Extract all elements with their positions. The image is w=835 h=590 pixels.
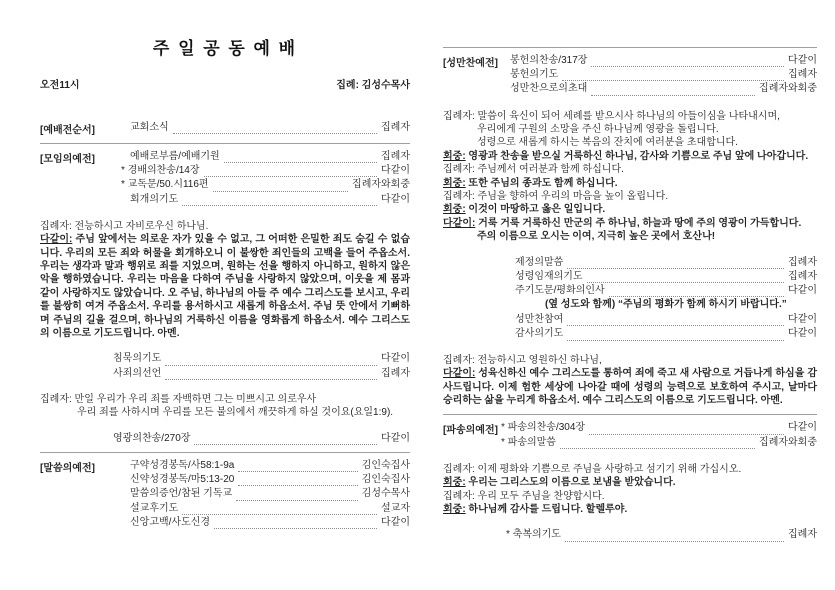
responsive-reading-block xyxy=(443,463,817,517)
program-row xyxy=(515,284,817,297)
speaker-label: 집례자: xyxy=(443,110,475,122)
dialog-line: 집례자: 만일 우리가 우리 죄를 자백하면 그는 미쁘시고 의로우사 우리 죄를 사하시며 우리를 모든 불의에서 깨끗하게 하실 것이요(요일1:9). xyxy=(40,393,394,419)
program-row xyxy=(121,164,410,177)
program-role-label: 김인숙집사 xyxy=(361,474,410,486)
program-role-label: 집례자 xyxy=(788,256,817,268)
responsive-reading-block xyxy=(40,220,410,341)
program-role-label: 집례자 xyxy=(381,367,410,379)
dotted-leader-line xyxy=(236,490,358,501)
program-role-label: 김인숙집사 xyxy=(361,459,410,471)
program-item-label: * 교독문/50.시116편 xyxy=(121,179,209,191)
program-row xyxy=(130,193,410,206)
program-item-label: 회개의기도 xyxy=(130,193,179,205)
program-role-label: 다같이 xyxy=(381,516,410,528)
bulletin-left-column xyxy=(0,0,417,590)
program-row xyxy=(515,256,817,269)
program-item-label: 교회소식 xyxy=(130,122,169,133)
dialog-line: 다같이: 주님 앞에서는 의로운 자가 있을 수 없고, 그 어떠한 은밀한 죄도 숨길 수 없습니다. 우리의 모든 죄와 허물을 회개하오니 이 불쌍한 죄인들의 고백을 들어 주옵소서. 우리는 생각과 말과 행위로 죄를 지었으며, 원하는 선을 행하지 아니하고, 원하지 않은 악을 행하였습니다. 우리는 마음을 다하여 주님을 사랑하지 않았으며, 이웃을 제 몸과 같이 사랑하지도 않았습니다. 오 주님, 하나님의 아들 주 예수 그리스도를 보시고, 우리를 불쌍히 여겨 주옵소서. 우리를 용서하시고 새롭게 하옵소서. 주님 뜻 안에서 기뻐하며 주님의 길을 걸으며, 하나님의 거룩하신 이름을 영화롭게 하옵소서. 예수 그리스도의 이름으로 기도드립니다. 아멘. xyxy=(40,234,410,340)
program-item-label: * 파송의말씀 xyxy=(501,436,556,448)
section-rows xyxy=(130,459,410,530)
program-rows-block xyxy=(443,256,817,341)
program-row xyxy=(121,178,410,191)
speaker-label: 집례자: xyxy=(443,490,475,502)
program-row xyxy=(130,121,410,134)
responsive-reading-block xyxy=(443,354,817,408)
dialog-line: 집례자: 주님을 향하여 우리의 마음을 높이 올립니다. xyxy=(443,191,669,203)
program-item-label: 영광의찬송/270장 xyxy=(113,432,191,444)
speaker-label: 집례자: xyxy=(443,354,475,366)
congregation-note: (옆 성도와 함께) “주님의 평화가 함께 하시기 바랍니다.” xyxy=(545,299,787,311)
dotted-leader-line xyxy=(165,369,377,380)
program-row xyxy=(510,54,817,67)
liturgy-section xyxy=(443,54,817,97)
program-row xyxy=(515,313,817,326)
dotted-leader-line xyxy=(182,195,377,206)
responsive-reading-block xyxy=(40,393,410,420)
program-role-label: 다같이 xyxy=(381,353,410,365)
program-row xyxy=(506,528,817,541)
program-role-label: 다같이 xyxy=(381,193,410,205)
speaker-label: 회중: xyxy=(443,477,466,489)
liturgy-section xyxy=(40,121,410,136)
section-rows xyxy=(510,54,817,97)
speaker-label: 집례자: xyxy=(443,164,475,176)
section-label: [말씀의예전] xyxy=(40,462,95,474)
program-row xyxy=(510,82,817,95)
program-row xyxy=(130,487,410,500)
program-role-label: 다같이 xyxy=(381,432,410,444)
dotted-leader-line xyxy=(238,475,357,486)
dotted-leader-line xyxy=(567,258,784,269)
dotted-leader-line xyxy=(238,461,357,472)
right-liturgy-blocks xyxy=(443,47,817,542)
program-item-label: 제정의말씀 xyxy=(515,256,564,268)
program-row xyxy=(130,502,410,515)
program-row xyxy=(501,421,817,434)
speaker-label: 집례자: xyxy=(443,191,475,203)
program-item-label: 예배로부름/예배기원 xyxy=(130,151,220,162)
section-divider-line xyxy=(40,143,410,144)
program-item-label: * 축복의기도 xyxy=(506,529,561,541)
program-role-label: 다같이 xyxy=(788,285,817,297)
program-role-label: 집례자 xyxy=(788,69,817,81)
program-row xyxy=(510,68,817,81)
section-rows xyxy=(130,121,410,136)
speaker-label: 회중: xyxy=(443,150,466,162)
program-item-label: 신앙고백/사도신경 xyxy=(130,516,211,528)
section-divider-line xyxy=(443,414,817,415)
program-role-label: 다같이 xyxy=(788,55,817,66)
program-item-label: 봉헌의찬송/317장 xyxy=(510,55,588,66)
section-rows xyxy=(121,150,410,207)
liturgy-section xyxy=(40,459,410,530)
program-role-label: 집례자 xyxy=(381,151,410,162)
program-row xyxy=(501,436,817,449)
dialog-line: 집례자: 전능하시고 영원하신 하나님, xyxy=(443,354,602,366)
dotted-leader-line xyxy=(173,123,377,134)
program-item-label: 주기도문/평화의인사 xyxy=(515,285,605,297)
dialog-line: 다같이: 거룩 거룩 거룩하신 만군의 주 하나님, 하늘과 땅에 주의 영광이 가득합니다. 주의 이름으로 오시는 이여, 지극히 높은 곳에서 호산나! xyxy=(443,217,802,243)
dotted-leader-line xyxy=(565,531,784,542)
program-item-label: 성만찬참여 xyxy=(515,314,564,326)
program-role-label: 다같이 xyxy=(788,422,817,434)
program-row xyxy=(130,150,410,163)
speaker-label: 집례자: xyxy=(40,220,72,232)
dialog-line: 집례자: 말씀이 육신이 되어 세례를 받으시사 하나님의 아들이심을 나타내시며, 우리에게 구원의 소망을 주신 하나님께 영광을 돌립니다. 성령으로 새롭게 하시는 복음의 잔치에 여러분을 초대합니다. xyxy=(443,110,780,149)
program-role-label: 집례자 xyxy=(788,529,817,541)
dialog-line: 회중: 이것이 마땅하고 옳은 일입니다. xyxy=(443,204,606,216)
speaker-label: 다같이: xyxy=(443,368,476,380)
page-title: 주 일 공 동 예 배 xyxy=(152,39,298,58)
service-officiant: 집례: 김성수목사 xyxy=(336,80,410,91)
dotted-leader-line xyxy=(562,70,784,81)
speaker-label: 회중: xyxy=(443,177,466,189)
program-row xyxy=(130,459,410,472)
dotted-leader-line xyxy=(213,181,348,192)
program-role-label: 다같이 xyxy=(381,165,410,177)
speaker-label: 다같이: xyxy=(40,234,73,246)
dotted-leader-line xyxy=(182,504,377,515)
program-role-label: 설교자 xyxy=(381,502,410,514)
section-divider-line xyxy=(443,47,817,48)
section-label: [예배전순서] xyxy=(40,125,95,136)
speaker-label: 집례자: xyxy=(40,393,72,405)
section-label: [파송의예전] xyxy=(443,425,498,437)
program-item-label: 사죄의선언 xyxy=(113,367,162,379)
left-liturgy-blocks xyxy=(40,121,410,530)
section-label: [모임의예전] xyxy=(40,154,95,165)
dotted-leader-line xyxy=(560,438,755,449)
program-item-label: 성만찬으로의초대 xyxy=(510,83,588,95)
bulletin-right-column xyxy=(417,0,835,590)
liturgy-section xyxy=(40,150,410,207)
program-item-label: 설교후기도 xyxy=(130,502,179,514)
dotted-leader-line xyxy=(591,85,755,96)
dotted-leader-line xyxy=(214,518,377,529)
program-role-label: 집례자 xyxy=(381,122,410,133)
dialog-line: 회중: 또한 주님의 종과도 함께 하십니다. xyxy=(443,177,618,189)
program-item-label: 신약성경봉독/마5:13-20 xyxy=(130,474,235,486)
program-rows-block xyxy=(40,432,410,445)
service-time: 오전11시 xyxy=(40,80,80,91)
program-role-label: 집례자와회중 xyxy=(759,83,817,95)
program-row xyxy=(113,367,410,380)
program-item-label: 성령임재의기도 xyxy=(515,270,583,282)
dialog-line: 다같이: 성육신하신 예수 그리스도를 통하여 죄에 죽고 새 사람으로 거듭나게 하심을 감사드립니다. 이제 험한 세상에 나아갈 때에 성령의 능력으로 보호하여 주시고, 날마다 승리하는 삶을 누리게 하옵소서. 예수 그리스도의 이름으로 기도드립니다. 아멘. xyxy=(443,368,817,406)
program-row xyxy=(130,473,410,486)
section-divider-line xyxy=(40,452,410,453)
program-rows-block xyxy=(443,528,817,541)
liturgy-section xyxy=(443,421,817,449)
dotted-leader-line xyxy=(591,56,784,67)
program-role-label: 다같이 xyxy=(788,328,817,340)
dialog-line: 집례자: 이제 평화와 기쁨으로 주님을 사랑하고 섬기기 위해 가십시오. xyxy=(443,463,742,475)
program-item-label: * 경배의찬송/14장 xyxy=(121,165,200,177)
dialog-line: 회중: 하나님께 감사를 드립니다. 할렐루야. xyxy=(443,503,628,515)
dialog-line: 회중: 우리는 그리스도의 이름으로 보냄을 받았습니다. xyxy=(443,477,676,489)
program-row xyxy=(515,327,817,340)
speaker-label: 회중: xyxy=(443,204,466,216)
program-row xyxy=(113,432,410,445)
dialog-line: 집례자: 전능하시고 자비로우신 하나님. xyxy=(40,220,209,232)
service-meta xyxy=(40,76,410,91)
dialog-line: 집례자: 우리 모두 주님을 찬양합시다. xyxy=(443,490,605,502)
speaker-label: 집례자: xyxy=(443,463,475,475)
dotted-leader-line xyxy=(194,434,377,445)
responsive-reading-block xyxy=(443,110,817,244)
section-rows xyxy=(501,421,817,449)
program-rows-block xyxy=(40,352,410,379)
speaker-label: 회중: xyxy=(443,503,466,515)
dotted-leader-line xyxy=(587,272,784,283)
dotted-leader-line xyxy=(609,286,784,297)
dotted-leader-line xyxy=(567,330,784,341)
dotted-leader-line xyxy=(589,424,784,435)
program-item-label: 침묵의기도 xyxy=(113,353,162,365)
program-item-label: 감사의기도 xyxy=(515,328,564,340)
program-item-label: 말씀의증언/참된 기독교 xyxy=(130,488,233,500)
program-role-label: 김성수목사 xyxy=(361,488,410,500)
program-item-label: 봉헌의기도 xyxy=(510,69,559,81)
dialog-line: 집례자: 주님께서 여러분과 함께 하십니다. xyxy=(443,164,624,176)
program-row xyxy=(113,352,410,365)
program-item-label: 구약성경봉독/사58:1-9a xyxy=(130,459,235,471)
program-item-label: * 파송의찬송/304장 xyxy=(501,422,586,434)
dotted-leader-line xyxy=(224,152,377,163)
dotted-leader-line xyxy=(204,166,377,177)
dotted-leader-line xyxy=(165,355,377,366)
program-role-label: 다같이 xyxy=(788,314,817,326)
program-role-label: 집례자와회중 xyxy=(759,436,817,448)
program-role-label: 집례자와회중 xyxy=(352,179,410,191)
program-row xyxy=(515,270,817,283)
dialog-line: 회중: 영광과 찬송을 받으실 거룩하신 하나님, 감사와 기쁨으로 주님 앞에 나아갑니다. xyxy=(443,150,809,162)
section-label: [성만찬예전] xyxy=(443,58,498,69)
program-role-label: 집례자 xyxy=(788,270,817,282)
speaker-label: 다같이: xyxy=(443,217,476,229)
program-row xyxy=(130,516,410,529)
dotted-leader-line xyxy=(567,315,784,326)
